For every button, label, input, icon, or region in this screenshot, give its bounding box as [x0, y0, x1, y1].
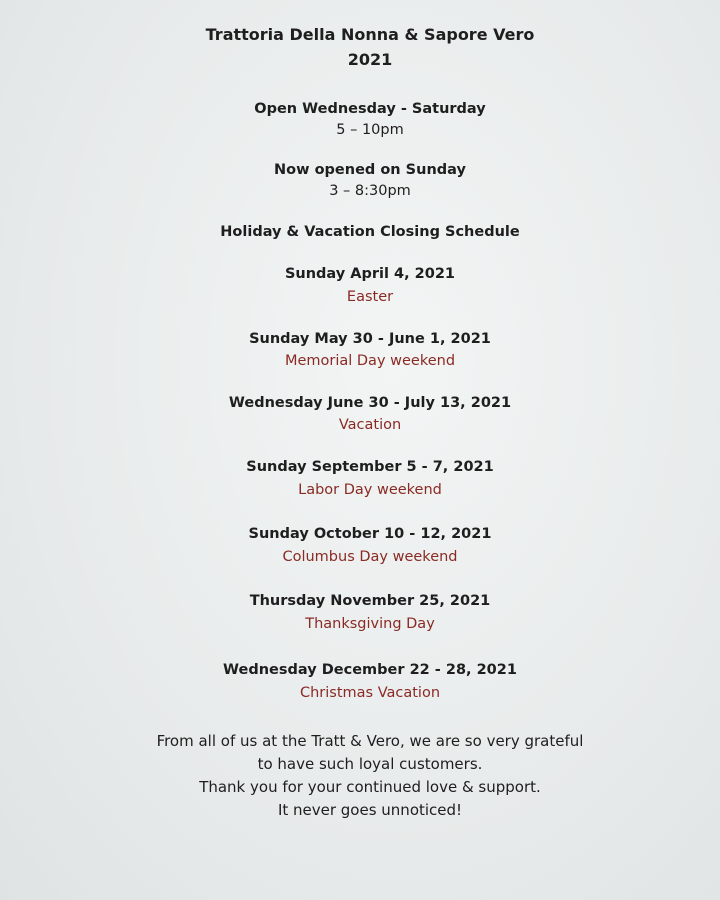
closing-date-vacation: Wednesday June 30 - July 13, 2021 [228, 395, 512, 411]
closing-reason-vacation: Vacation [338, 417, 402, 433]
closing-reason-memorial: Memorial Day weekend [284, 353, 456, 369]
closing-date-thanksgiving: Thursday November 25, 2021 [249, 593, 491, 609]
year-heading: 2021 [347, 50, 393, 69]
closing-date-christmas: Wednesday December 22 - 28, 2021 [223, 662, 517, 678]
sunday-days: Now opened on Sunday [274, 162, 466, 178]
closing-message-line-3: Thank you for your continued love & support. [199, 778, 541, 796]
closing-message-line-2: to have such loyal customers. [257, 755, 483, 773]
closing-reason-thanksgiving: Thanksgiving Day [305, 616, 435, 632]
closing-reason-easter: Easter [346, 289, 394, 305]
closing-date-memorial: Sunday May 30 - June 1, 2021 [249, 331, 491, 347]
sunday-time: 3 – 8:30pm [329, 183, 411, 199]
closing-reason-columbus: Columbus Day weekend [282, 549, 458, 565]
regular-time: 5 – 10pm [336, 122, 404, 138]
closing-message-line-1: From all of us at the Tratt & Vero, we are so very grateful [156, 732, 584, 750]
restaurant-title: Trattoria Della Nonna & Sapore Vero [205, 25, 535, 44]
closing-reason-labor: Labor Day weekend [298, 482, 442, 498]
schedule-heading: Holiday & Vacation Closing Schedule [220, 224, 520, 240]
closing-reason-christmas: Christmas Vacation [299, 685, 441, 701]
closing-date-columbus: Sunday October 10 - 12, 2021 [248, 526, 492, 542]
closing-date-easter: Sunday April 4, 2021 [284, 266, 456, 282]
closing-message-line-4: It never goes unnoticed! [277, 801, 463, 819]
closing-date-labor: Sunday September 5 - 7, 2021 [246, 459, 494, 475]
regular-days: Open Wednesday - Saturday [254, 101, 486, 117]
